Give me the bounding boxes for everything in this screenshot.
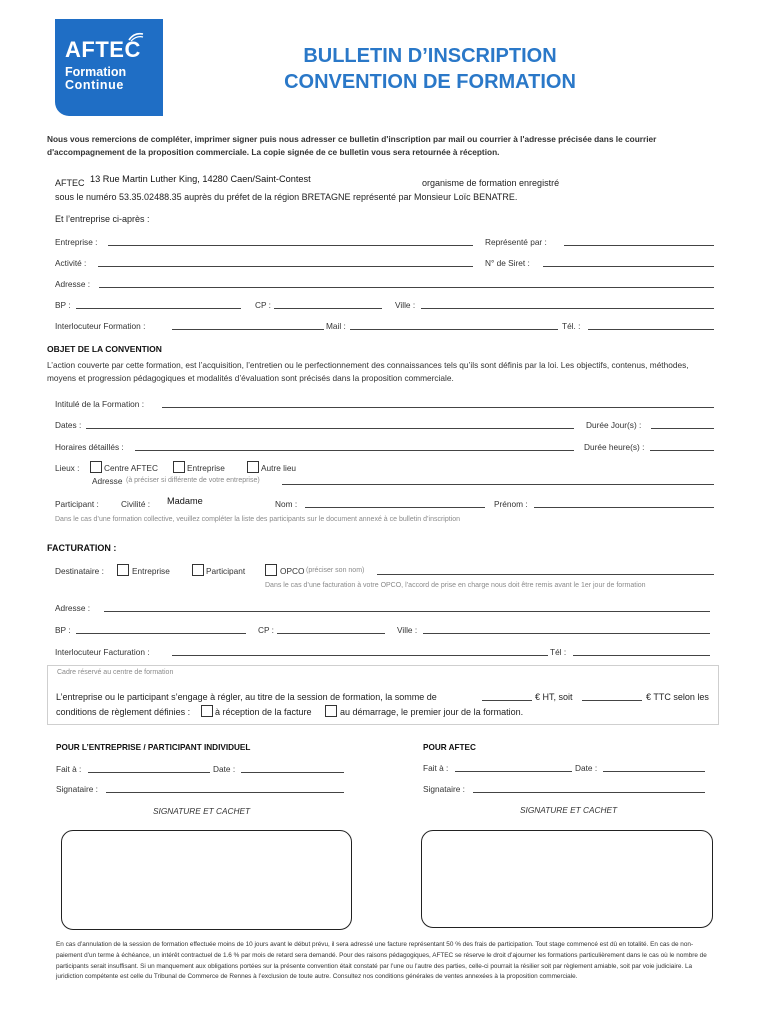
mail-field[interactable] <box>350 329 558 330</box>
facturation-heading: FACTURATION : <box>47 543 117 553</box>
intitule-label: Intitulé de la Formation : <box>55 399 145 409</box>
lieu-adresse-label: Adresse <box>92 476 123 486</box>
document-title-line1: BULLETIN D’INSCRIPTION <box>303 45 557 67</box>
dest-participant-label: Participant <box>206 566 246 576</box>
aftec-logo <box>55 19 163 116</box>
org-registration-line: sous le numéro 53.35.02488.35 auprès du préfet de la région BRETAGNE représenté par Monsieur Loïc BENATRE. <box>55 192 518 202</box>
entreprise-label: Entreprise : <box>55 237 98 247</box>
reserve-line1b: € HT, soit <box>535 692 573 702</box>
fact-bp-label: BP : <box>55 625 71 635</box>
intitule-field[interactable] <box>162 407 714 408</box>
opco-field[interactable] <box>377 574 714 575</box>
reglement-demarrage-label: au démarrage, le premier jour de la formation. <box>340 707 524 717</box>
dest-participant-checkbox[interactable] <box>192 564 204 576</box>
fact-cp-label: CP : <box>258 625 274 635</box>
represente-field[interactable] <box>564 245 714 246</box>
bp-field[interactable] <box>76 308 241 309</box>
reserved-label: Cadre réservé au centre de formation <box>57 669 174 676</box>
civilite-label: Civilité : <box>121 499 151 509</box>
montant-ht-field[interactable] <box>482 700 532 701</box>
fact-tel-field[interactable] <box>573 655 710 656</box>
participant-label: Participant : <box>55 499 99 509</box>
org-address-value[interactable]: 13 Rue Martin Luther King, 14280 Caen/Saint-Contest <box>90 174 311 184</box>
right-date-label: Date : <box>575 763 598 773</box>
civilite-value[interactable]: Madame <box>167 496 203 506</box>
duree-heures-field[interactable] <box>650 450 714 451</box>
lieu-entreprise-checkbox[interactable] <box>173 461 185 473</box>
fact-tel-label: Tél : <box>550 647 567 657</box>
lieu-adresse-field[interactable] <box>282 484 714 485</box>
reglement-reception-checkbox[interactable] <box>201 705 213 717</box>
right-stamp-label: SIGNATURE ET CACHET <box>520 805 618 815</box>
entreprise-field[interactable] <box>108 245 473 246</box>
fact-interlocuteur-field[interactable] <box>172 655 548 656</box>
opco-note: Dans le cas d’une facturation à votre OPCO, l’accord de prise en charge nous doit être remis avant le 1er jour de formation <box>265 582 646 589</box>
siret-field[interactable] <box>543 266 714 267</box>
cp-label: CP : <box>255 300 271 310</box>
cp-field[interactable] <box>274 308 382 309</box>
objet-heading: OBJET DE LA CONVENTION <box>47 344 162 354</box>
adresse-field[interactable] <box>99 287 714 288</box>
right-signataire-field[interactable] <box>473 792 705 793</box>
left-signataire-label: Signataire : <box>56 784 98 794</box>
reserve-line1c: € TTC selon les <box>646 692 709 702</box>
left-date-label: Date : <box>213 764 236 774</box>
lieu-adresse-hint: (à préciser si différente de votre entreprise) <box>126 477 260 484</box>
nom-label: Nom : <box>275 499 298 509</box>
fact-bp-field[interactable] <box>76 633 246 634</box>
org-prefix: AFTEC <box>55 178 85 188</box>
duree-heures-label: Durée heure(s) : <box>584 442 645 452</box>
left-signature-box[interactable] <box>61 830 352 930</box>
left-fait-label: Fait à : <box>56 764 82 774</box>
activite-field[interactable] <box>98 266 473 267</box>
document-title-line2: CONVENTION DE FORMATION <box>284 71 576 93</box>
adresse-label: Adresse : <box>55 279 91 289</box>
fact-ville-label: Ville : <box>397 625 418 635</box>
dates-label: Dates : <box>55 420 82 430</box>
dest-entreprise-label: Entreprise <box>132 566 170 576</box>
ville-label: Ville : <box>395 300 416 310</box>
collective-note: Dans le cas d’une formation collective, veuillez compléter la liste des participants sur le document annexé à ce bulletin d’inscription <box>55 516 461 523</box>
reserve-line2a: conditions de règlement définies : <box>56 707 191 717</box>
duree-jours-label: Durée Jour(s) : <box>586 420 642 430</box>
opco-hint: (préciser son nom) <box>306 567 365 574</box>
horaires-label: Horaires détaillés : <box>55 442 124 452</box>
lieu-entreprise-label: Entreprise <box>187 463 225 473</box>
fact-ville-field[interactable] <box>423 633 710 634</box>
horaires-field[interactable] <box>135 450 574 451</box>
reserve-line1a: L’entreprise ou le participant s’engage à régler, au titre de la session de formation, la somme de <box>56 692 437 702</box>
right-signataire-label: Signataire : <box>423 784 465 794</box>
reglement-demarrage-checkbox[interactable] <box>325 705 337 717</box>
right-fait-label: Fait à : <box>423 763 449 773</box>
prenom-field[interactable] <box>534 507 714 508</box>
objet-text: L’action couverte par cette formation, est l’acquisition, l’entretien ou le perfectionnement des connaissances tels qu’ils sont définis par la loi. Les objectifs, contenus, méthodes, moyens et progression pédagogiques et modalités d’évaluation sont précisés dans la proposition commerciale. <box>47 360 689 383</box>
left-date-field[interactable] <box>241 772 344 773</box>
org-registered: organisme de formation enregistré <box>422 178 560 188</box>
dates-field[interactable] <box>86 428 574 429</box>
left-signataire-field[interactable] <box>106 792 344 793</box>
left-stamp-label: SIGNATURE ET CACHET <box>153 806 251 816</box>
right-date-field[interactable] <box>603 771 705 772</box>
fact-interlocuteur-label: Interlocuteur Facturation : <box>55 647 150 657</box>
ville-field[interactable] <box>421 308 714 309</box>
montant-ttc-field[interactable] <box>582 700 642 701</box>
logo-brand: AFTEC <box>65 37 141 62</box>
fact-cp-field[interactable] <box>277 633 385 634</box>
tel-field[interactable] <box>588 329 714 330</box>
lieu-centre-label: Centre AFTEC <box>104 463 158 473</box>
interlocuteur-field[interactable] <box>172 329 324 330</box>
right-fait-field[interactable] <box>455 771 572 772</box>
tel-label: Tél. : <box>562 321 581 331</box>
destinataire-label: Destinataire : <box>55 566 104 576</box>
dest-entreprise-checkbox[interactable] <box>117 564 129 576</box>
footer-terms: En cas d’annulation de la session de formation effectuée moins de 10 jours avant le début prévu, il sera adressé une facture représentant 50 % des frais de participation. Tout stage commencé est dû en totalité. En cas de non-paiement d’un terme à échéance, un intérêt contractuel de 1.6 % par mois de retard sera demandé. Pour des raisons pédagogiques, AFTEC se réserve le droit d’ajourner les formations particulièrement dans le cas où le nombre de participants serait insuffisant. Si un manquement aux obligations portées sur la présente convention était constaté par l’une ou l’autre des parties, celle-ci pourrait la résilier soit par règlement amiable, soit par voie judiciaire. La juridiction compétente est celle du Tribunal de Commerce de Rennes à l’exclusion de toute autre. Consultez nos conditions générales de ventes annexées à la proposition commerciale. <box>56 941 707 981</box>
left-fait-field[interactable] <box>88 772 210 773</box>
fact-adresse-label: Adresse : <box>55 603 91 613</box>
right-signature-box[interactable] <box>421 830 713 928</box>
sig-left-heading: POUR L’ENTREPRISE / PARTICIPANT INDIVIDUEL <box>56 743 251 752</box>
nom-field[interactable] <box>305 507 485 508</box>
lieu-autre-label: Autre lieu <box>261 463 297 473</box>
logo-line-formation: Formation <box>65 65 127 79</box>
dest-opco-label: OPCO <box>280 566 305 576</box>
mail-label: Mail : <box>326 321 346 331</box>
activite-label: Activité : <box>55 258 87 268</box>
sig-right-heading: POUR AFTEC <box>423 743 476 752</box>
dest-opco-checkbox[interactable] <box>265 564 277 576</box>
siret-label: N° de Siret : <box>485 258 530 268</box>
fact-adresse-field[interactable] <box>104 611 710 612</box>
lieu-centre-checkbox[interactable] <box>90 461 102 473</box>
reglement-reception-label: à réception de la facture <box>215 707 312 717</box>
intro-text: Nous vous remercions de compléter, imprimer signer puis nous adresser ce bulletin d'inscription par mail ou courrier à l'adresse précisée dans le courrier d'accompagnement de la proposition commerciale. La copie signée de ce bulletin vous sera retournée à réception. <box>47 134 657 157</box>
represente-label: Représenté par : <box>485 237 547 247</box>
lieux-label: Lieux : <box>55 463 80 473</box>
duree-jours-field[interactable] <box>651 428 714 429</box>
interlocuteur-label: Interlocuteur Formation : <box>55 321 146 331</box>
prenom-label: Prénom : <box>494 499 528 509</box>
lieu-autre-checkbox[interactable] <box>247 461 259 473</box>
company-intro: Et l’entreprise ci-après : <box>55 214 150 224</box>
bp-label: BP : <box>55 300 71 310</box>
logo-line-continue: Continue <box>65 78 124 92</box>
